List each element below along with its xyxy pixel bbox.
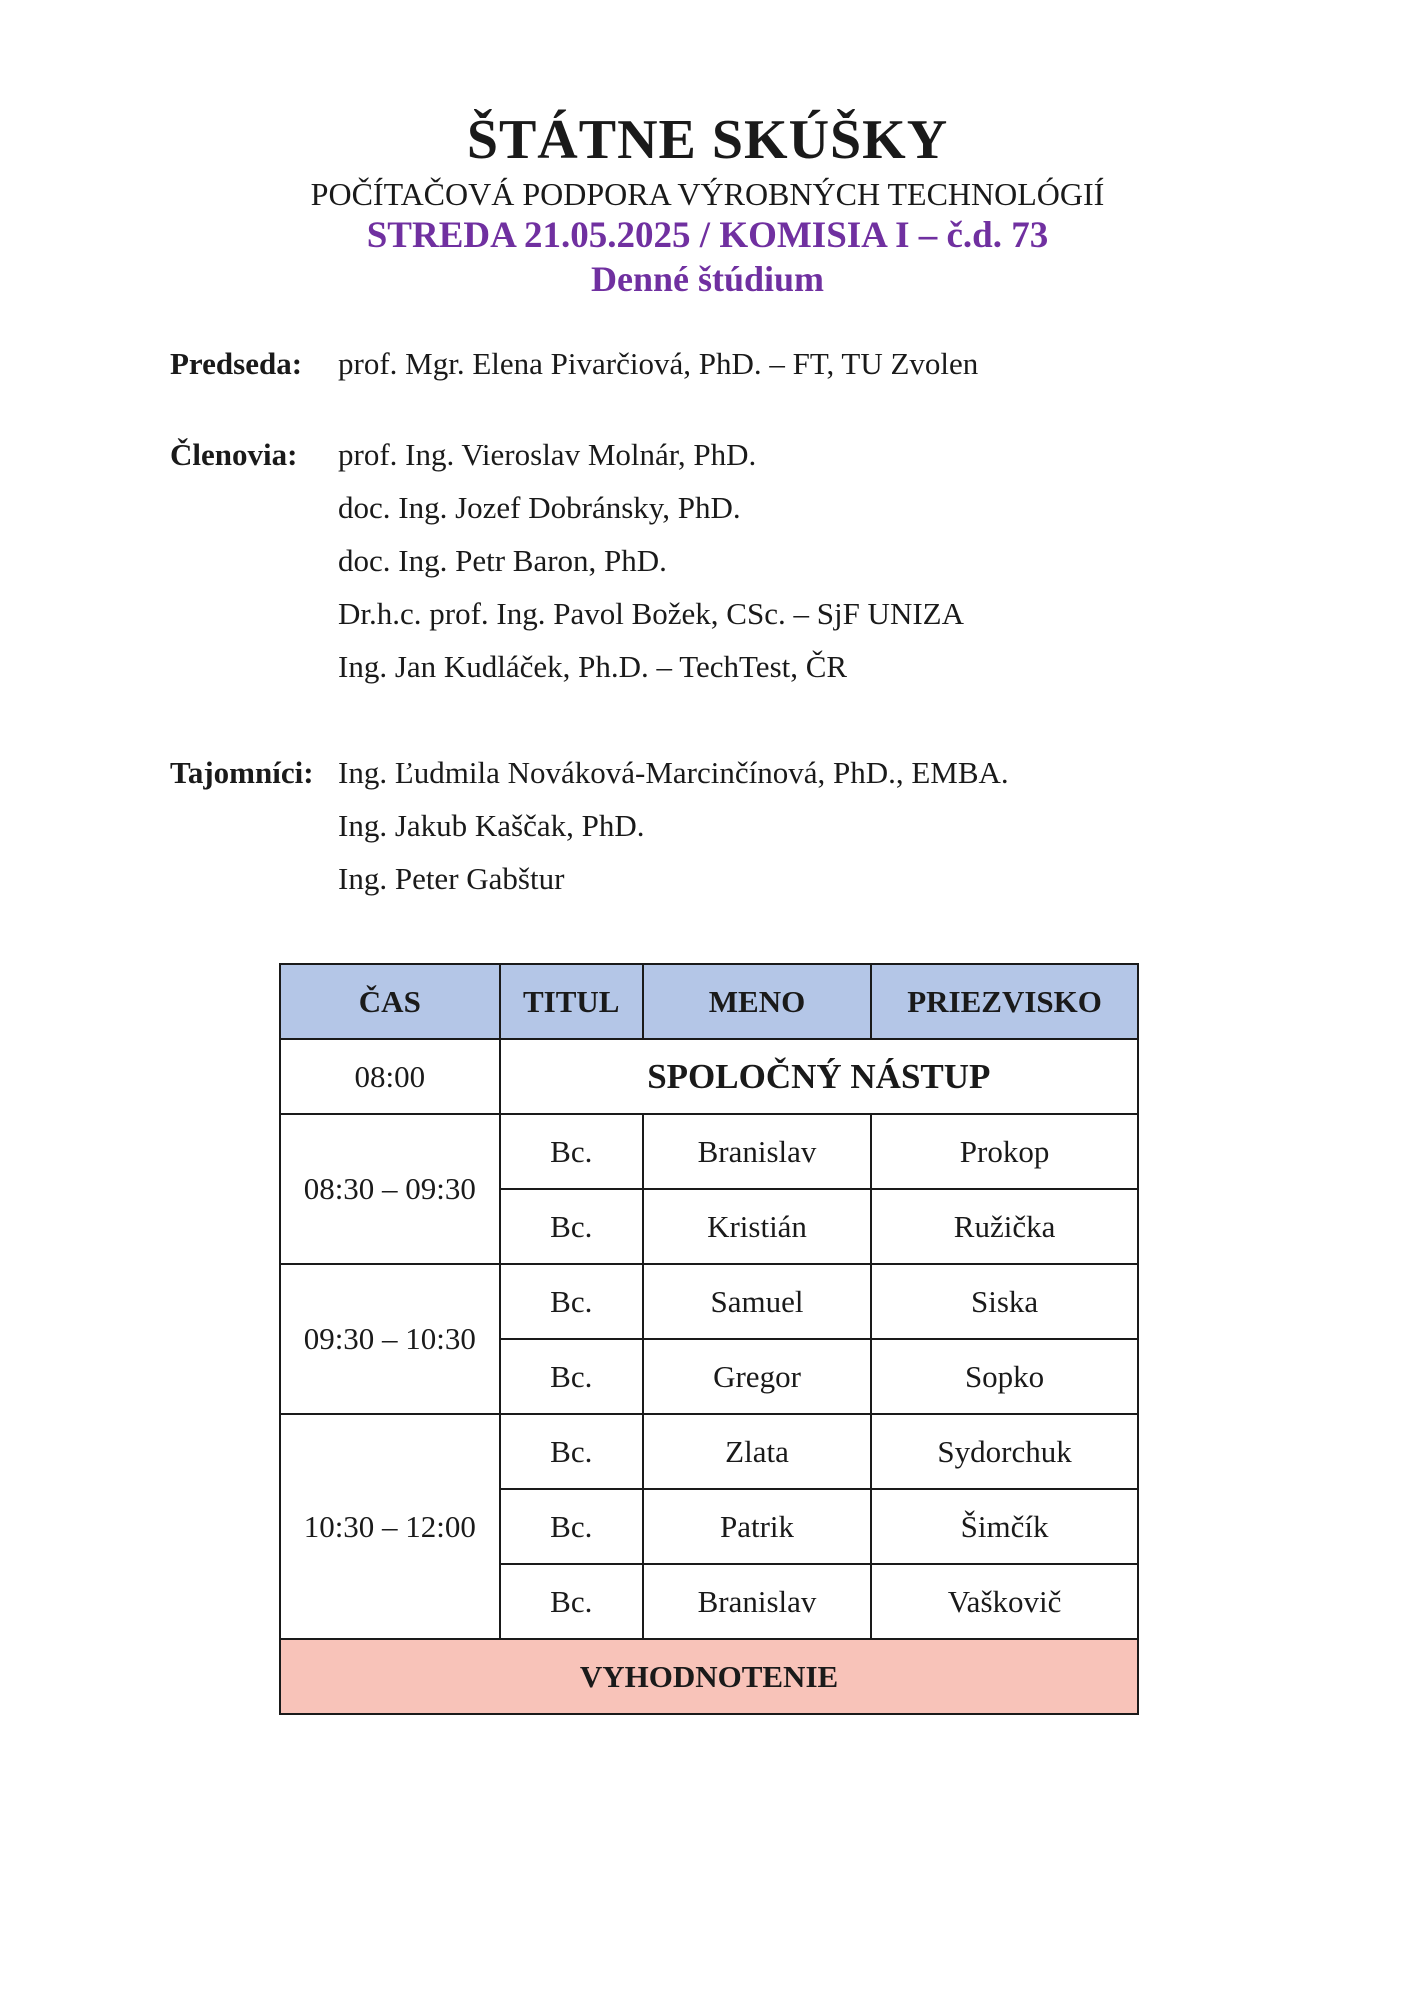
study-form: Denné štúdium	[590, 259, 825, 299]
chair-label: Predseda:	[170, 346, 303, 381]
member-name: Ing. Jan Kudláček, Ph.D. – TechTest, ČR	[338, 649, 848, 684]
program-name: POČÍTAČOVÁ PODPORA VÝROBNÝCH TECHNOLÓGIÍ	[310, 176, 1105, 212]
student-surname: Siska	[871, 1264, 1138, 1339]
table-row	[280, 1264, 1138, 1339]
member-name: prof. Ing. Vieroslav Molnár, PhD.	[338, 437, 757, 472]
student-title: Bc.	[500, 1489, 643, 1564]
student-surname: Šimčík	[871, 1489, 1138, 1564]
student-surname: Prokop	[871, 1114, 1138, 1189]
opening-row	[280, 1039, 1138, 1114]
exam-schedule-table	[279, 963, 1139, 1715]
table-row	[280, 1414, 1138, 1489]
time-slot: 08:30 – 09:30	[280, 1114, 500, 1264]
student-surname: Vaškovič	[871, 1564, 1138, 1639]
time-slot: 09:30 – 10:30	[280, 1264, 500, 1414]
student-name: Zlata	[643, 1414, 871, 1489]
secretary-name: Ing. Peter Gabštur	[338, 861, 565, 896]
evaluation-label: VYHODNOTENIE	[280, 1639, 1138, 1714]
opening-label: SPOLOČNÝ NÁSTUP	[500, 1039, 1138, 1114]
student-name: Samuel	[643, 1264, 871, 1339]
student-title: Bc.	[500, 1114, 643, 1189]
student-name: Patrik	[643, 1489, 871, 1564]
date-commission-line: STREDA 21.05.2025 / KOMISIA I – č.d. 73	[366, 215, 1049, 256]
header-cas: ČAS	[280, 964, 500, 1039]
header-meno: MENO	[643, 964, 871, 1039]
member-name: Dr.h.c. prof. Ing. Pavol Božek, CSc. – SjF UNIZA	[338, 596, 964, 631]
page-title: ŠTÁTNE SKÚŠKY	[466, 109, 949, 171]
student-title: Bc.	[500, 1189, 643, 1264]
secretaries-label: Tajomníci:	[170, 755, 314, 790]
student-surname: Ružička	[871, 1189, 1138, 1264]
table-header-row	[280, 964, 1138, 1039]
student-name: Branislav	[643, 1114, 871, 1189]
header-titul: TITUL	[500, 964, 643, 1039]
secretary-name: Ing. Jakub Kaščak, PhD.	[338, 808, 645, 843]
member-name: doc. Ing. Jozef Dobránsky, PhD.	[338, 490, 741, 525]
header-priezvisko: PRIEZVISKO	[871, 964, 1138, 1039]
chair-name: prof. Mgr. Elena Pivarčiová, PhD. – FT, TU Zvolen	[338, 346, 979, 381]
member-name: doc. Ing. Petr Baron, PhD.	[338, 543, 667, 578]
student-surname: Sopko	[871, 1339, 1138, 1414]
members-label: Členovia:	[170, 437, 298, 472]
student-title: Bc.	[500, 1264, 643, 1339]
student-title: Bc.	[500, 1564, 643, 1639]
student-title: Bc.	[500, 1414, 643, 1489]
student-name: Gregor	[643, 1339, 871, 1414]
student-title: Bc.	[500, 1339, 643, 1414]
opening-time: 08:00	[280, 1039, 500, 1114]
student-name: Kristián	[643, 1189, 871, 1264]
closing-row	[280, 1639, 1138, 1714]
secretary-name: Ing. Ľudmila Nováková-Marcinčínová, PhD., EMBA.	[338, 755, 1009, 790]
time-slot: 10:30 – 12:00	[280, 1414, 500, 1639]
student-surname: Sydorchuk	[871, 1414, 1138, 1489]
table-row	[280, 1114, 1138, 1189]
student-name: Branislav	[643, 1564, 871, 1639]
